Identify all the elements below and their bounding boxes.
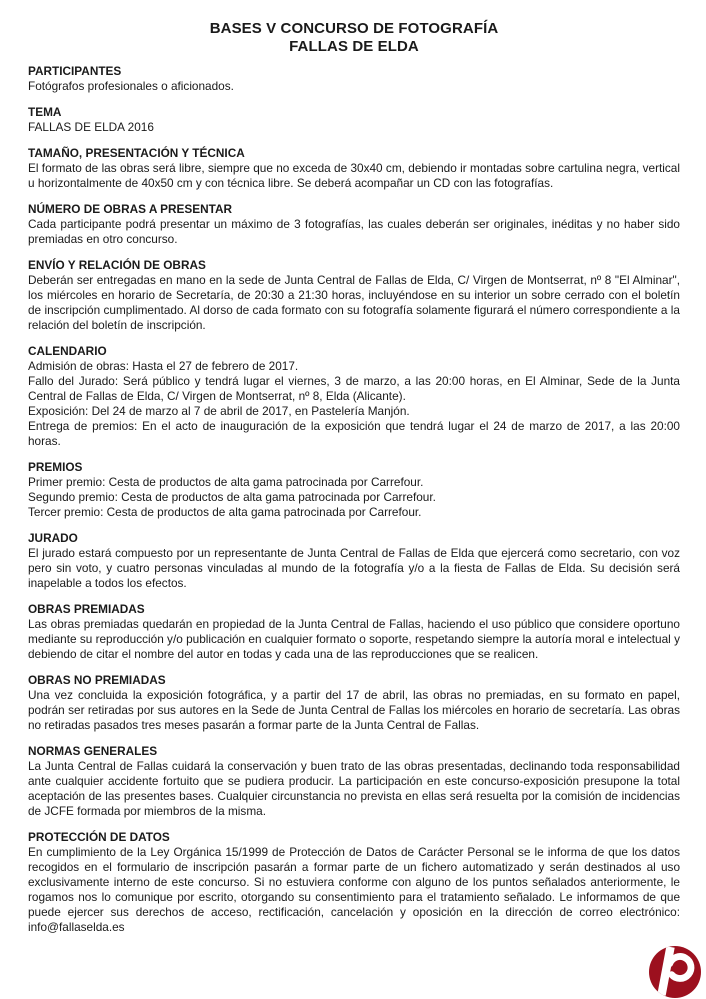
calendar-item-admision: Admisión de obras: Hasta el 27 de febrero de 2017. [28,359,299,373]
section-premios [28,460,680,520]
section-proteccion-de-datos [28,830,680,935]
section-heading: PREMIOS [28,460,83,474]
paragraph: Cada participante podrá presentar un máximo de 3 fotografías, las cuales deberán ser originales, inéditas y no haber sido premiadas en otro concurso. [28,217,680,246]
section-heading: OBRAS NO PREMIADAS [28,673,166,687]
section-calendario [28,344,680,449]
section-heading: JURADO [28,531,78,545]
section-heading: ENVÍO Y RELACIÓN DE OBRAS [28,258,206,272]
section-heading: NÚMERO DE OBRAS A PRESENTAR [28,202,233,216]
section-obras-no-premiadas [28,673,680,733]
document-title-line2: FALLAS DE ELDA [289,38,419,55]
paragraph: El jurado estará compuesto por un representante de Junta Central de Fallas de Elda que ejercerá como secretario, con voz pero sin voto, y cuatro personas vinculadas al mundo de la fotografía y/o a la fiesta de Fallas de Elda. Su decisión será inapelable a todos los efectos. [28,546,680,590]
paragraph: En cumplimiento de la Ley Orgánica 15/1999 de Protección de Datos de Carácter Personal se le informa de que los datos recogidos en el formulario de inscripción pasarán a formar parte de un fichero automatizado y serán destinados al uso exclusivamente interno de este concurso. Si no estuviera conforme con alguno de los puntos señalados anteriormente, le rogamos nos lo comunique por escrito, otorgando su consentimiento para el tratamiento señalado. Le informamos de que puede ejercer sus derechos de acceso, rectificación, cancelación y oposición en la dirección de correo electrónico: info@fallaselda.es [28,845,680,934]
prize-item-primer: Primer premio: Cesta de productos de alta gama patrocinada por Carrefour. [28,475,424,489]
section-heading: NORMAS GENERALES [28,744,158,758]
paragraph: Deberán ser entregadas en mano en la sede de Junta Central de Fallas de Elda, C/ Virgen de Montserrat, nº 8 "El Alminar", los miércoles en horario de Secretaría, de 20:30 a 21:30 horas, incluyéndose en su interior un sobre cerrado con el boletín de inscripción cumplimentado. Al dorso de cada formato con su fotografía solamente figurará el número correspondiente a la relación del boletín de inscripción. [28,273,680,332]
section-tamano-presentacion-tecnica [28,146,680,191]
paragraph: La Junta Central de Fallas cuidará la conservación y buen trato de las obras presentadas, declinando toda responsabilidad ante cualquier accidente fortuito que se pudiera producir. La participación en este concurso-exposición presupone la total aceptación de las presentes bases. Cualquier circunstancia no prevista en ellas será resuelta por la comisión de incidencias de JCFE formada por miembros de la misma. [28,759,680,818]
section-heading: TAMAÑO, PRESENTACIÓN Y TÉCNICA [28,146,245,160]
prize-item-segundo: Segundo premio: Cesta de productos de alta gama patrocinada por Carrefour. [28,490,436,504]
section-heading: PARTICIPANTES [28,64,122,78]
calendar-item-fallo-jurado: Fallo del Jurado: Será público y tendrá lugar el viernes, 3 de marzo, a las 20:00 horas, en El Alminar, Sede de la Junta Central de Fallas de Elda, C/ Virgen de Montserrat, nº 8, Elda (Alicante). [28,374,680,403]
document-title [28,20,680,56]
section-tema [28,105,680,135]
paragraph: Una vez concluida la exposición fotográfica, y a partir del 17 de abril, las obras no premiadas, en su formato en papel, podrán ser retiradas por sus autores en la Sede de Junta Central de Fallas los miércoles en horario de secretaría. Las obras no retiradas pasados tres meses pasarán a formar parte de la Junta Central de Fallas. [28,688,680,732]
section-normas-generales [28,744,680,819]
calendar-item-exposicion: Exposición: Del 24 de marzo al 7 de abril de 2017, en Pastelería Manjón. [28,404,410,418]
prize-item-tercer: Tercer premio: Cesta de productos de alta gama patrocinada por Carrefour. [28,505,422,519]
paragraph: FALLAS DE ELDA 2016 [28,120,154,134]
section-heading: TEMA [28,105,62,119]
section-jurado [28,531,680,591]
brand-logo-icon [649,946,701,998]
section-heading: PROTECCIÓN DE DATOS [28,830,170,844]
document-title-line1: BASES V CONCURSO DE FOTOGRAFÍA [209,20,499,37]
section-obras-premiadas [28,602,680,662]
paragraph: Las obras premiadas quedarán en propiedad de la Junta Central de Fallas, haciendo el uso público que considere oportuno mediante su reproducción y/o publicación en cualquier formato o soporte, respetando siempre la autoría moral e intelectual y debiendo de citar el nombre del autor en todas y cada una de las reproducciones que se realicen. [28,617,680,661]
section-envio-y-relacion [28,258,680,333]
paragraph: El formato de las obras será libre, siempre que no exceda de 30x40 cm, debiendo ir montadas sobre cartulina negra, vertical u horizontalmente de 40x50 cm y con técnica libre. Se deberá acompañar un CD con las fotografías. [28,161,680,190]
section-participantes [28,64,680,94]
paragraph: Fotógrafos profesionales o aficionados. [28,79,234,93]
calendar-item-entrega-premios: Entrega de premios: En el acto de inauguración de la exposición que tendrá lugar el 24 de marzo de 2017, a las 20:00 horas. [28,419,680,448]
section-heading: CALENDARIO [28,344,107,358]
section-numero-de-obras [28,202,680,247]
section-heading: OBRAS PREMIADAS [28,602,145,616]
